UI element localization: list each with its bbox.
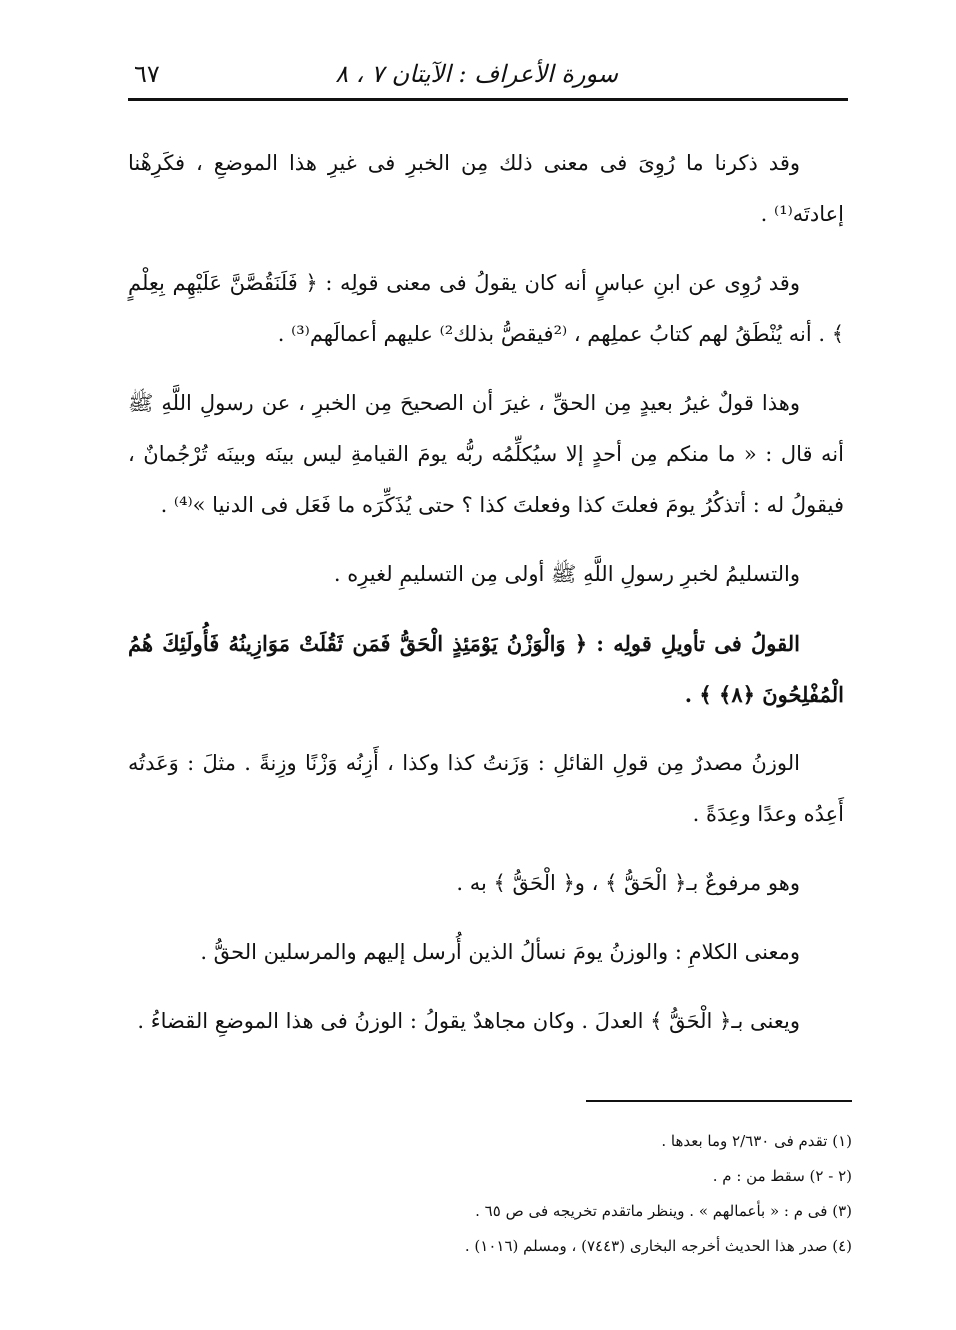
footnote-3: (٣) فى م : « بأعمالهم » . وينظر ماتقدم تخريجه فى ص ٦٥ . [475, 1202, 852, 1220]
page-number: ٦٧ [134, 60, 160, 88]
running-header [128, 58, 848, 98]
paragraph-7: وهو مرفوعٌ بـ﴿ الْحَقُّ ﴾ ، و﴿ الْحَقُّ ﴾ به . [456, 871, 800, 895]
paragraph-2: وقد رُوِى عن ابنِ عباسٍ أنه كان يقولُ فى معنى قولِه : ﴿ فَلَنَقُصَّنَّ عَلَيْهِم بِعِلْمٍ ﴾ . أنه يُنْطَقُ لهم كتابُ عملِهم ، ⁽²فيقصُّ بذلك²⁾ عليهم أعمالَهم⁽³⁾ . [128, 271, 844, 346]
paragraph-9: ويعنى بـ﴿ الْحَقُّ ﴾ العدلَ . وكان مجاهدٌ يقولُ : الوزنُ فى هذا الموضعِ القضاءُ . [137, 1009, 800, 1033]
paragraph-6: الوزنُ مصدرٌ مِن قولِ القائلِ : وَزَنتُ كذا وكذا ، أَزِنُه وَزْنًا وزِنةً . مثلَ : وَعَدتُه أَعِدُه وعدًا وعِدَةً . [128, 751, 844, 826]
paragraph-8: ومعنى الكلامِ : والوزنُ يومَ نسألُ الذين أُرسل إليهم والمرسلين الحقُّ . [200, 940, 800, 964]
footnote-4: (٤) صدر هذا الحديث أخرجه البخارى (٧٤٤٣) ، ومسلم (١٠١٦) . [464, 1237, 852, 1255]
section-heading-verse: القولُ فى تأويلِ قولِه : ﴿ وَالْوَزْنُ يَوْمَئِذٍ الْحَقُّ فَمَن ثَقُلَتْ مَوَازِينُهُ فَأُولَئِكَ هُمُ الْمُفْلِحُونَ ﴿٨﴾ ﴾ . [128, 631, 844, 707]
page-body [128, 138, 844, 1065]
header-rule [128, 98, 848, 101]
running-title: سورة الأعراف : الآيتان ٧ ، ٨ [335, 60, 618, 88]
footnote-rule [586, 1100, 852, 1102]
paragraph-1: وقد ذكرنا ما رُوِىَ فى معنى ذلك مِن الخبرِ فى غيرِ هذا الموضعِ ، فكَرِهْنا إعادتَه⁽¹⁾ . [128, 151, 844, 226]
footnote-1: (١) تقدم فى ٢/٦٣٠ وما بعدها . [661, 1132, 852, 1150]
footnote-2: (٢ - ٢) سقط من : م . [712, 1167, 852, 1185]
footnotes [300, 1124, 852, 1264]
paragraph-3: وهذا قولٌ غيرُ بعيدٍ مِن الحقِّ ، غيرَ أن الصحيحَ مِن الخبرِ ، عن رسولِ اللَّهِ ﷺ أنه قال : « ما منكم مِن أحدٍ إلا سيُكلِّمُه ربُّه يومَ القيامةِ ليس بينَه وبينَه تُرْجُمانٌ ، فيقولُ له : أتذكُرُ يومَ فعلتَ كذا وفعلتَ كذا ؟ حتى يُذَكِّرَه ما فَعَل فى الدنيا »⁽⁴⁾ . [128, 391, 844, 517]
paragraph-4: والتسليمُ لخبرِ رسولِ اللَّهِ ﷺ أولى مِن التسليمِ لغيرِه . [333, 562, 800, 586]
